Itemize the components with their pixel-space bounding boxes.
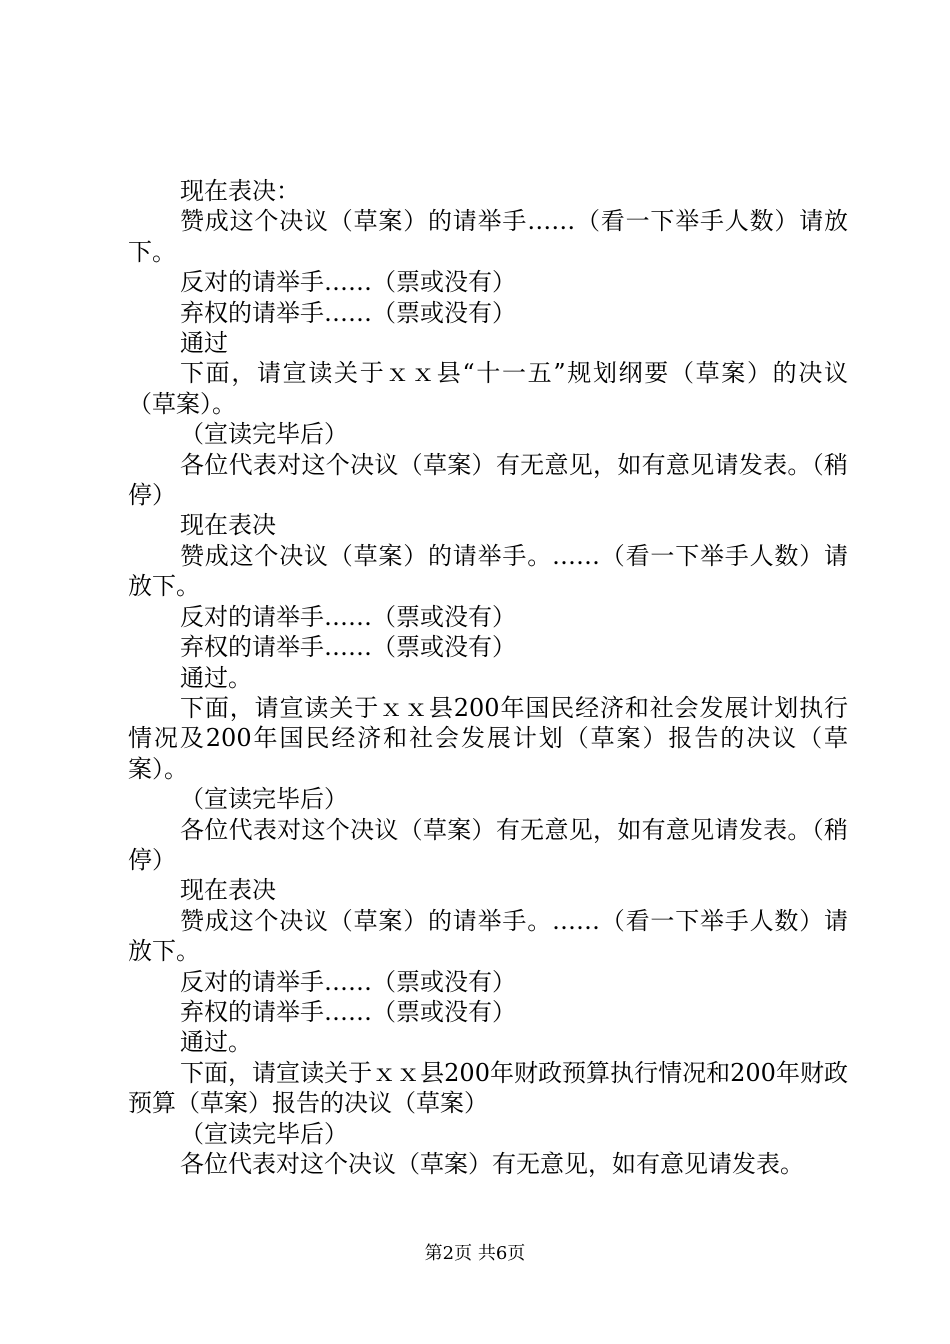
paragraph-14: 下面，请宣读关于ｘｘ县200年国民经济和社会发展计划执行情况及200年国民经济和社会发展计划（草案）报告的决议（草案）。: [128, 693, 848, 783]
paragraph-10: 赞成这个决议（草案）的请举手。……（看一下举手人数）请放下。: [128, 541, 848, 601]
paragraph-21: 通过。: [180, 1028, 252, 1057]
paragraph-15: （宣读完毕后）: [180, 785, 348, 814]
paragraph-6: 下面，请宣读关于ｘｘ县“十一五”规划纲要（草案）的决议（草案）。: [128, 359, 848, 418]
paragraph-13: 通过。: [180, 663, 252, 692]
paragraph-22: 下面，请宣读关于ｘｘ县200年财政预算执行情况和200年财政预算（草案）报告的决议（草案）: [128, 1058, 848, 1118]
paragraph-1: 现在表决：: [180, 177, 300, 205]
paragraph-16: 各位代表对这个决议（草案）有无意见，如有意见请发表。（稍停）: [128, 815, 848, 874]
paragraph-19: 反对的请举手……（票或没有）: [180, 967, 516, 996]
paragraph-5: 通过: [180, 329, 228, 358]
paragraph-18: 赞成这个决议（草案）的请举手。……（看一下举手人数）请放下。: [128, 906, 848, 966]
paragraph-17: 现在表决: [180, 876, 276, 905]
paragraph-20: 弃权的请举手……（票或没有）: [180, 997, 516, 1026]
paragraph-11: 反对的请举手……（票或没有）: [180, 602, 516, 631]
page-number-label: 第2页 共6页: [424, 1243, 526, 1264]
paragraph-12: 弃权的请举手……（票或没有）: [180, 633, 516, 662]
paragraph-9: 现在表决: [180, 511, 276, 540]
paragraph-7: （宣读完毕后）: [180, 420, 348, 449]
paragraph-8: 各位代表对这个决议（草案）有无意见，如有意见请发表。（稍停）: [128, 450, 848, 510]
paragraph-23: （宣读完毕后）: [180, 1119, 348, 1148]
paragraph-2: 赞成这个决议（草案）的请举手……（看一下举手人数）请放下。: [128, 207, 848, 266]
page-footer: [0, 1243, 950, 1265]
paragraph-24: 各位代表对这个决议（草案）有无意见，如有意见请发表。: [180, 1150, 804, 1178]
document-body: [128, 176, 848, 1179]
paragraph-3: 反对的请举手……（票或没有）: [180, 268, 516, 297]
paragraph-4: 弃权的请举手……（票或没有）: [180, 298, 516, 327]
